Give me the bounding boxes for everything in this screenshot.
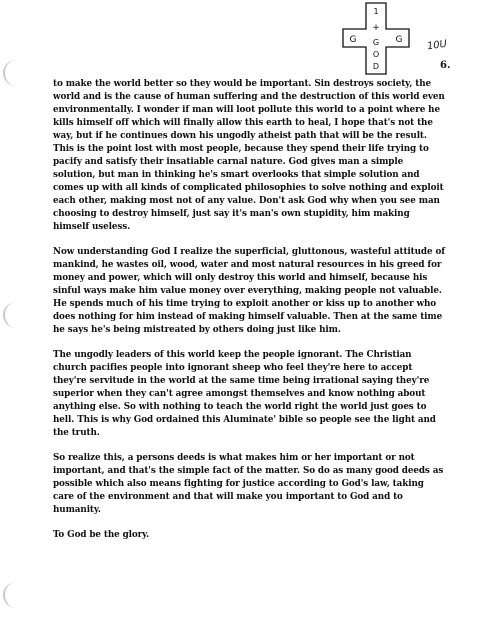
body-text — [53, 78, 447, 554]
paragraph: To God be the glory. — [53, 530, 150, 540]
cross-emblem-icon — [340, 0, 412, 76]
emblem-letter: + — [372, 23, 380, 33]
punch-hole-mark — [3, 582, 23, 608]
emblem-right-letter: G — [395, 35, 403, 45]
punch-hole-mark — [3, 60, 23, 86]
emblem-letter: G — [372, 38, 380, 47]
emblem-letter: 1 — [373, 7, 379, 16]
page-number: 6. — [440, 60, 451, 71]
paragraph: So realize this, a persons deeds is what makes him or her important or not important, and that's the simple fact of the matter. So do as many good deeds as possible which also means fighting for justice according to God's law, taking care of the environment and that will make you important to God and to humanity. — [53, 453, 444, 515]
emblem-letter: D — [372, 62, 380, 71]
paragraph: to make the world better so they would be important. Sin destroys society, the world and is the cause of human suffering and the destruction of this world even environmentally. I wonder if man will loot pollute this world to a point where he kills himself off which will finally allow this earth to heal, I hope that's not the way, but if he continues down his ungodly atheist path that will be the result. This is the point lost with most people, because they spend their life trying to pacify and satisfy their insatiable carnal nature. God gives man a simple solution, but man in thinking he's smart overlooks that simple solution and comes up with all kinds of complicated philosophies to solve nothing and exploit each other, making most not of any value. Don't ask God why when you see man choosing to destroy himself, just say it's man's own stupidity, him making himself useless. — [53, 79, 445, 232]
punch-hole-mark — [3, 302, 23, 328]
handwritten-note: 10U — [426, 38, 448, 53]
paragraph: The ungodly leaders of this world keep the people ignorant. The Christian church pacifies people into ignorant sheep who feel they're here to accept they're servitude in the world at the same time being irrational saying they're superior when they can't agree amongst themselves and know nothing about anything else. So with nothing to teach the world right the world just goes to hell. This is why God ordained this Aluminate' bible so people see the light and the truth. — [53, 350, 436, 438]
emblem-left-letter: G — [349, 35, 357, 45]
paragraph: Now understanding God I realize the superficial, gluttonous, wasteful attitude of mankind, he wastes oil, wood, water and most natural resources in his greed for money and power, which will only destroy this world and himself, because his sinful ways make him value money over everything, making people not valuable. He spends much of his time trying to exploit another or kiss up to another who does nothing for him instead of making himself valuable. Then at the same time he says he's being mistreated by others doing just like him. — [53, 247, 445, 335]
emblem-letter: O — [372, 50, 380, 59]
